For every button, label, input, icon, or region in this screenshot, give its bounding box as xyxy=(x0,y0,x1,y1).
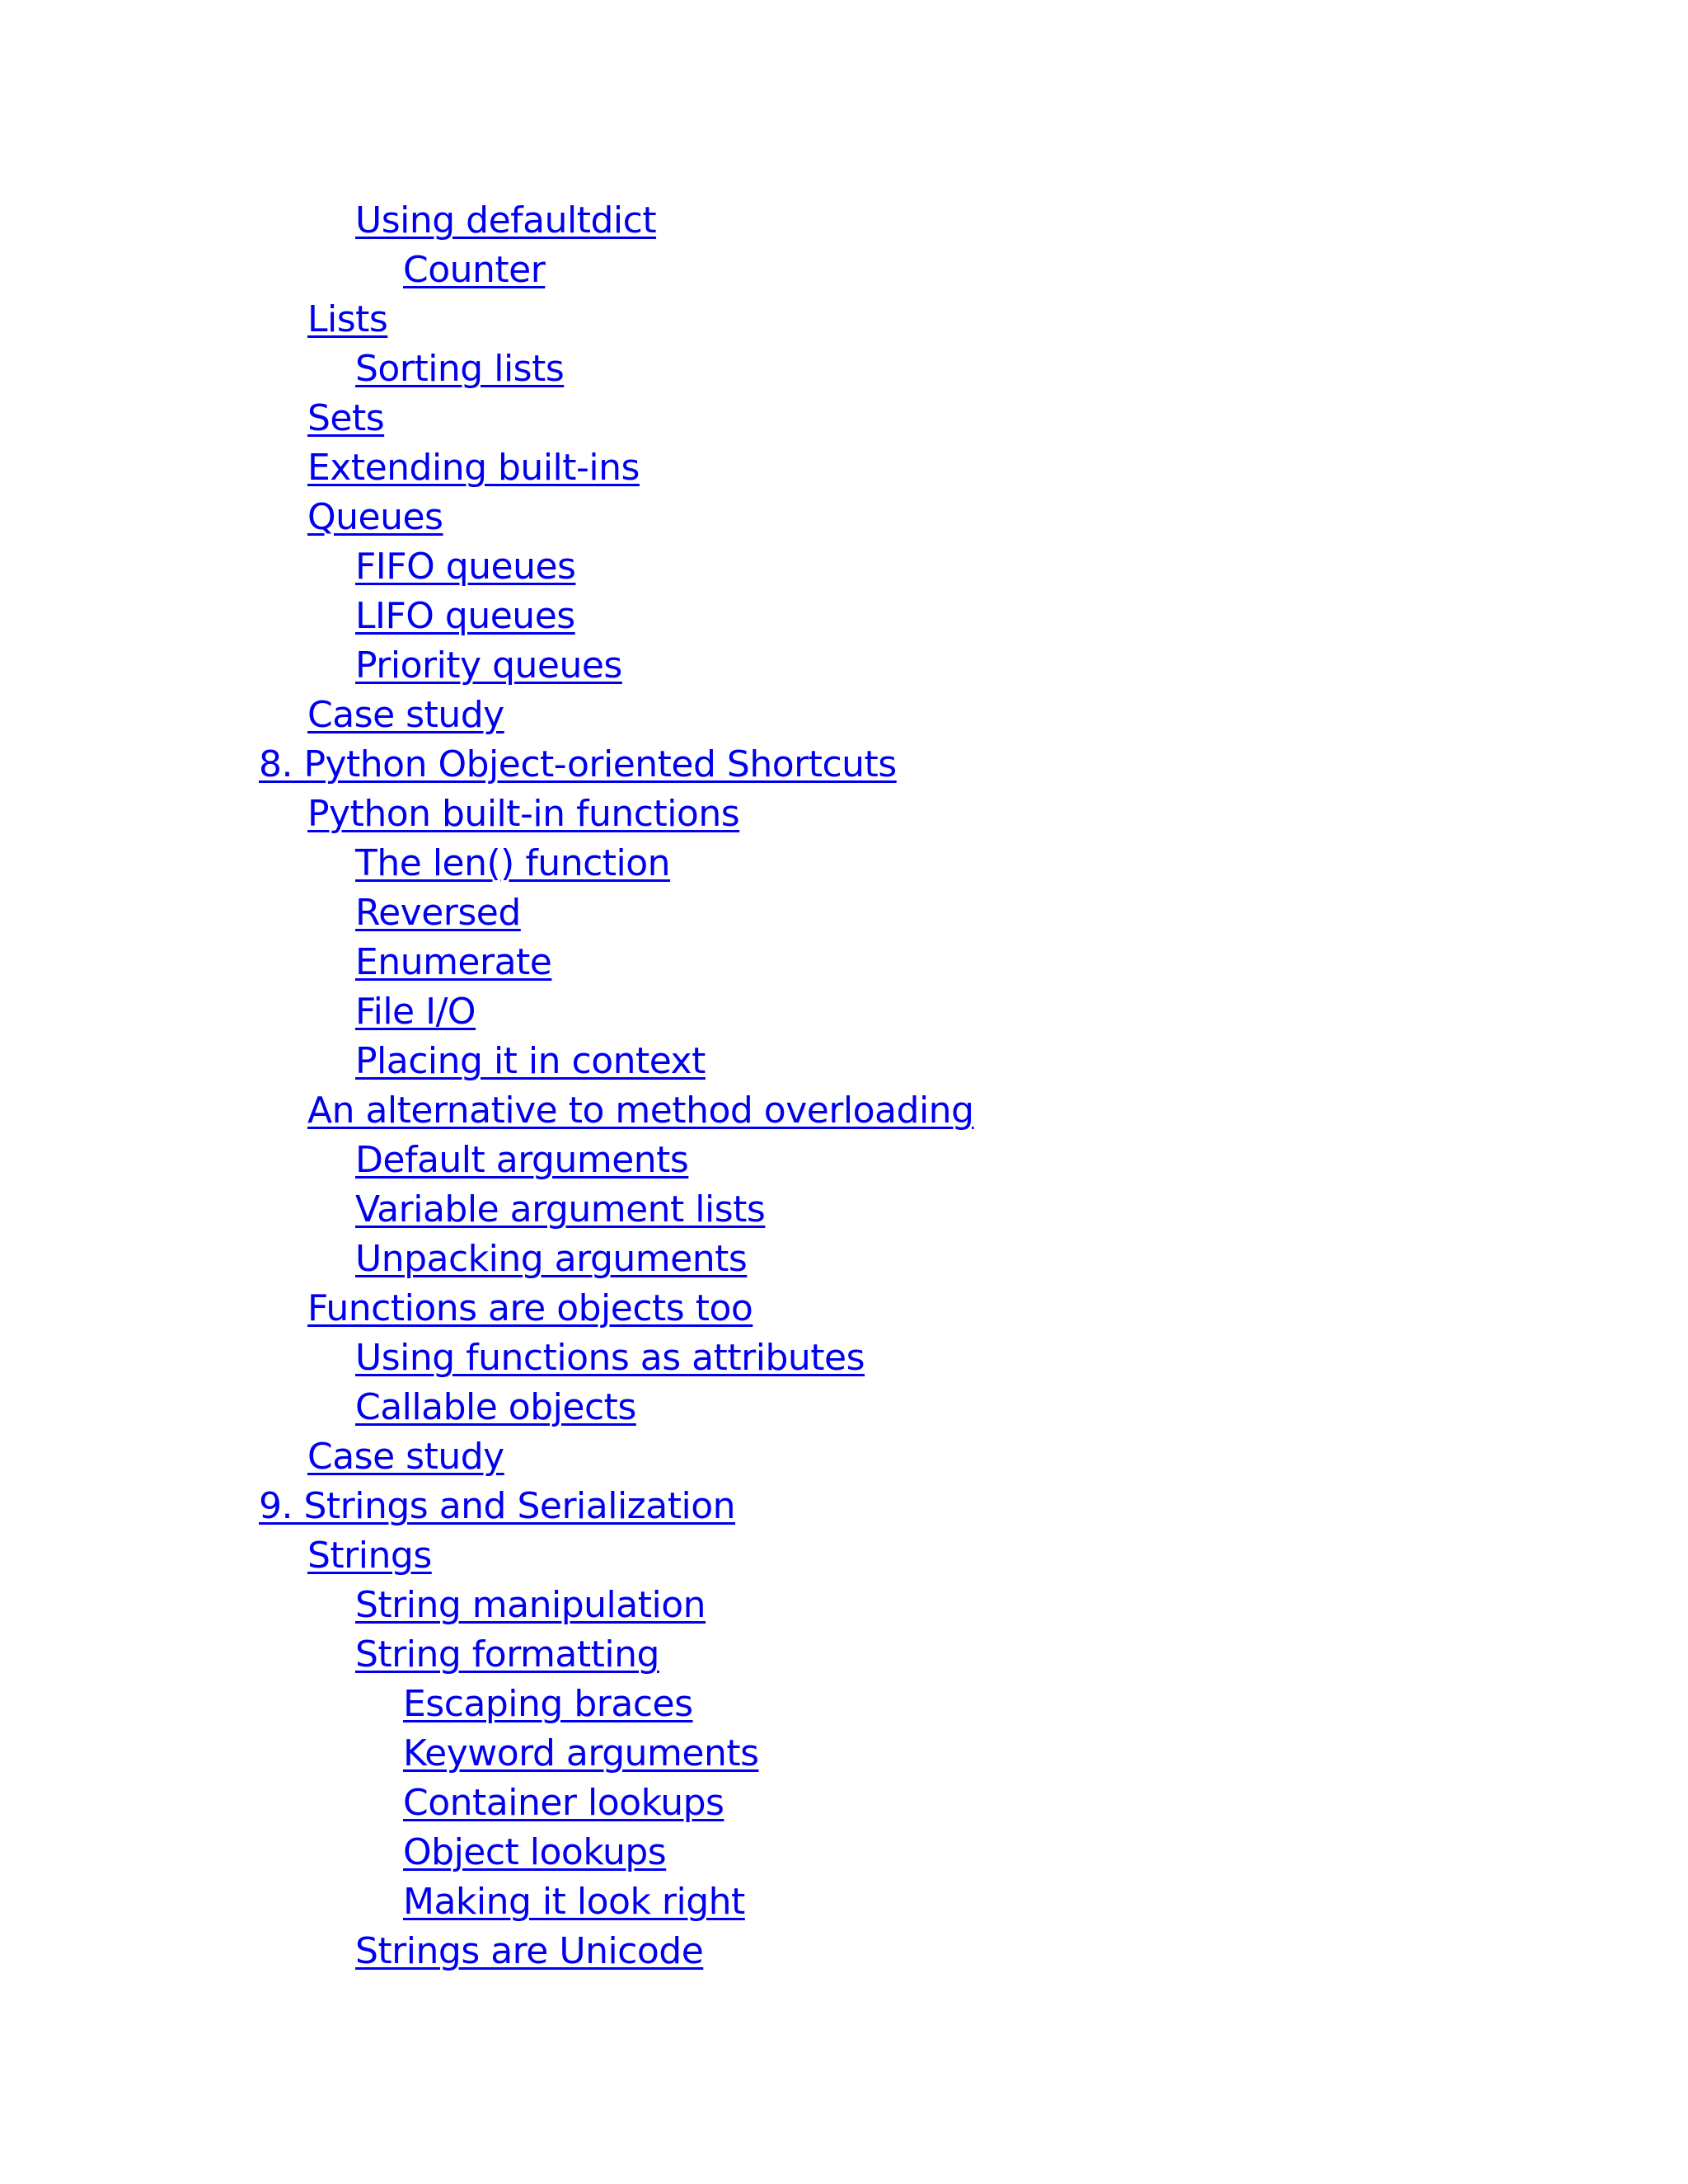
toc-item-placing-it-in-context xyxy=(0,1037,1688,1086)
toc-item-python-built-in-functions xyxy=(0,790,1688,839)
toc-item-len-function xyxy=(0,839,1688,888)
toc-item-strings xyxy=(0,1531,1688,1581)
toc-item-case-study xyxy=(0,691,1688,740)
toc-item-fifo-queues xyxy=(0,542,1688,592)
toc-link[interactable]: Escaping braces xyxy=(403,1683,693,1725)
toc-item-lists xyxy=(0,295,1688,344)
toc-chapter-8 xyxy=(0,740,1688,790)
toc-link[interactable]: Python built-in functions xyxy=(307,793,740,835)
toc-item-queues xyxy=(0,493,1688,542)
toc-link[interactable]: Sets xyxy=(307,397,385,439)
toc-item-making-it-look-right xyxy=(0,1877,1688,1927)
toc-item-escaping-braces xyxy=(0,1680,1688,1729)
toc-link[interactable]: Lists xyxy=(307,298,388,340)
toc-link[interactable]: Default arguments xyxy=(355,1139,689,1181)
toc-item-lifo-queues xyxy=(0,592,1688,641)
toc-link[interactable]: Unpacking arguments xyxy=(355,1238,748,1280)
toc-link[interactable]: Placing it in context xyxy=(355,1040,706,1082)
toc-link[interactable]: LIFO queues xyxy=(355,595,575,637)
toc-item-container-lookups xyxy=(0,1779,1688,1828)
toc-link[interactable]: Sorting lists xyxy=(355,348,565,390)
toc-item-using-defaultdict xyxy=(0,196,1688,246)
toc-chapter-link[interactable]: 8. Python Object-oriented Shortcuts xyxy=(259,743,897,785)
toc-chapter-link[interactable]: 9. Strings and Serialization xyxy=(259,1485,736,1527)
table-of-contents xyxy=(0,196,1688,1976)
toc-item-functions-as-attributes xyxy=(0,1333,1688,1383)
toc-link[interactable]: String formatting xyxy=(355,1633,659,1675)
toc-item-reversed xyxy=(0,888,1688,938)
toc-item-extending-built-ins xyxy=(0,443,1688,493)
toc-link[interactable]: An alternative to method overloading xyxy=(307,1090,974,1132)
toc-link[interactable]: Functions are objects too xyxy=(307,1287,753,1329)
toc-link[interactable]: Queues xyxy=(307,496,443,538)
toc-link[interactable]: Callable objects xyxy=(355,1386,636,1428)
toc-item-string-manipulation xyxy=(0,1581,1688,1630)
toc-link[interactable]: Enumerate xyxy=(355,941,552,983)
toc-link[interactable]: Strings are Unicode xyxy=(355,1930,704,1972)
toc-item-functions-are-objects xyxy=(0,1284,1688,1333)
toc-item-strings-are-unicode xyxy=(0,1927,1688,1976)
toc-link[interactable]: Counter xyxy=(403,249,546,291)
toc-link[interactable]: Container lookups xyxy=(403,1782,724,1824)
toc-link[interactable]: FIFO queues xyxy=(355,546,576,588)
toc-item-counter xyxy=(0,246,1688,295)
toc-link[interactable]: Priority queues xyxy=(355,644,622,687)
toc-link[interactable]: Extending built-ins xyxy=(307,447,640,489)
toc-link[interactable]: Using functions as attributes xyxy=(355,1337,865,1379)
toc-item-sorting-lists xyxy=(0,344,1688,394)
toc-link[interactable]: The len() function xyxy=(355,842,671,884)
toc-link[interactable]: Case study xyxy=(307,1436,504,1478)
toc-item-method-overloading xyxy=(0,1086,1688,1136)
toc-link[interactable]: Using defaultdict xyxy=(355,199,657,241)
toc-link[interactable]: Strings xyxy=(307,1535,432,1577)
toc-link[interactable]: Making it look right xyxy=(403,1881,745,1923)
toc-item-default-arguments xyxy=(0,1136,1688,1185)
toc-link[interactable]: Object lookups xyxy=(403,1831,667,1873)
toc-item-keyword-arguments xyxy=(0,1729,1688,1779)
toc-item-callable-objects xyxy=(0,1383,1688,1432)
toc-link[interactable]: String manipulation xyxy=(355,1584,706,1626)
toc-link[interactable]: File I/O xyxy=(355,991,476,1033)
toc-chapter-9 xyxy=(0,1482,1688,1531)
toc-item-priority-queues xyxy=(0,641,1688,691)
toc-item-enumerate xyxy=(0,938,1688,987)
toc-link[interactable]: Case study xyxy=(307,694,504,736)
toc-item-case-study xyxy=(0,1432,1688,1482)
toc-link[interactable]: Variable argument lists xyxy=(355,1188,766,1230)
toc-item-unpacking-arguments xyxy=(0,1235,1688,1284)
toc-item-variable-argument-lists xyxy=(0,1185,1688,1235)
toc-item-string-formatting xyxy=(0,1630,1688,1680)
toc-item-sets xyxy=(0,394,1688,443)
toc-item-object-lookups xyxy=(0,1828,1688,1877)
toc-link[interactable]: Keyword arguments xyxy=(403,1732,759,1774)
toc-item-file-io xyxy=(0,987,1688,1037)
toc-link[interactable]: Reversed xyxy=(355,892,521,934)
